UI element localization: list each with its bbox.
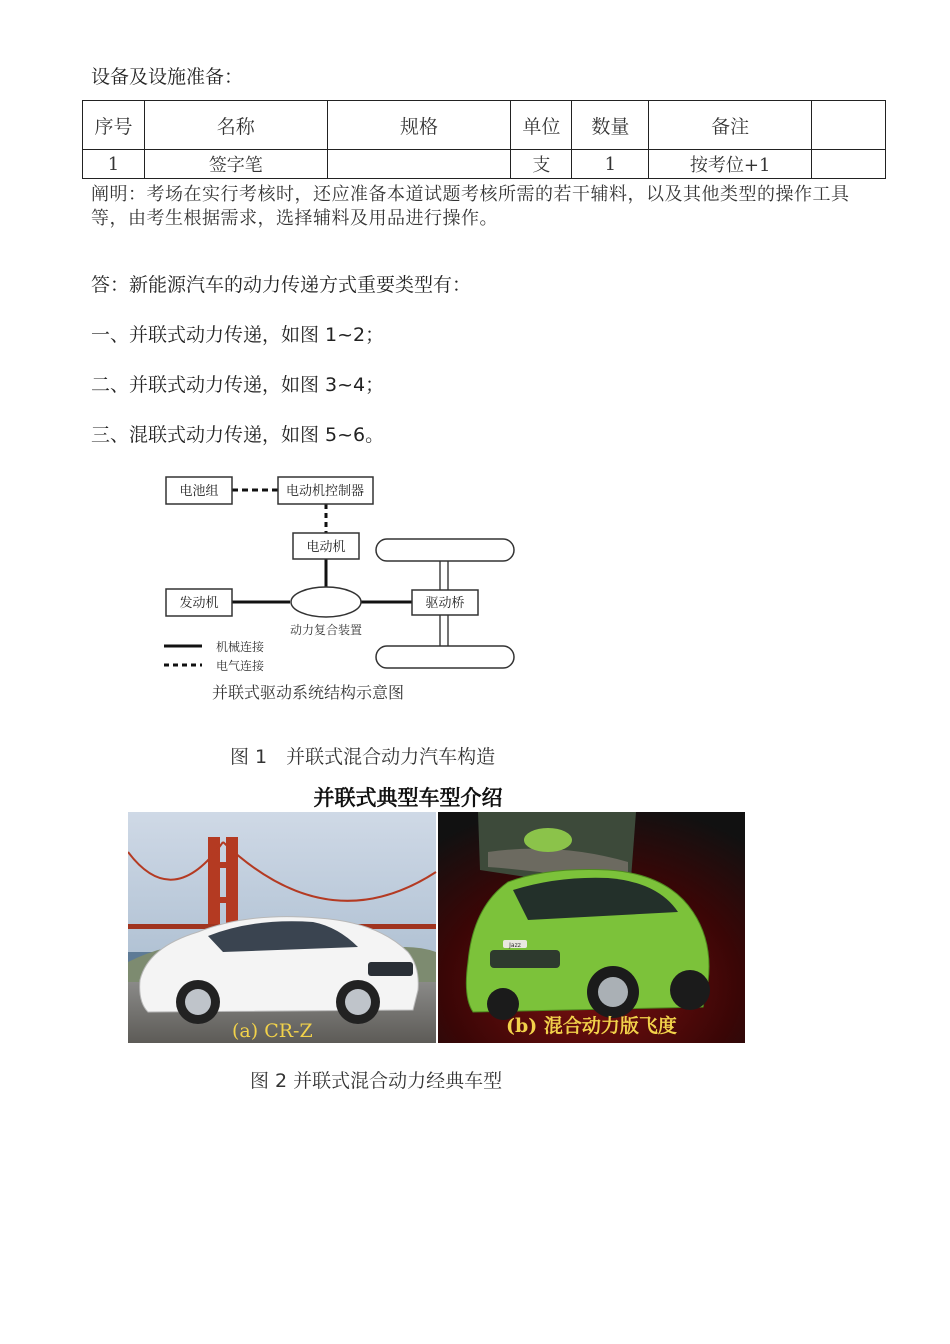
table-cell: 按考位+1 xyxy=(649,150,812,179)
equipment-table xyxy=(82,100,886,179)
engine-label: 发动机 xyxy=(179,596,219,611)
table-cell: 支 xyxy=(511,150,572,179)
coupler-label: 动力复合装置 xyxy=(289,623,363,637)
figure2-caption: 图 2 并联式混合动力经典车型 xyxy=(250,1070,503,1092)
answer-item: 一、并联式动力传递，如图 1~2； xyxy=(91,324,385,346)
diagram-caption: 并联式驱动系统结构示意图 xyxy=(212,683,405,702)
table-header-cell: 数量 xyxy=(572,101,649,150)
jazz-badge-text: Jazz xyxy=(509,942,521,949)
legend-mechanical-label: 机械连接 xyxy=(216,640,265,654)
table-header-cell: 单位 xyxy=(511,101,572,150)
answer-item: 三、混联式动力传递，如图 5~6。 xyxy=(91,424,385,446)
cr-z-photo xyxy=(128,812,436,1043)
table-header-cell: 名称 xyxy=(144,101,327,150)
table-header-cell: 规格 xyxy=(327,101,511,150)
power-coupler-shape xyxy=(291,587,361,617)
motor-label: 电动机 xyxy=(306,540,346,555)
car-photos xyxy=(128,812,745,1043)
battery-label: 电池组 xyxy=(179,484,219,499)
jazz-photo xyxy=(438,812,745,1043)
table-cell: 1 xyxy=(83,150,145,179)
table-cell: 签字笔 xyxy=(144,150,327,179)
table-cell: 1 xyxy=(572,150,649,179)
table-cell xyxy=(327,150,511,179)
parallel-drive-diagram xyxy=(150,470,530,710)
answer-item: 二、并联式动力传递，如图 3~4； xyxy=(91,374,385,396)
table-cell xyxy=(812,150,886,179)
figure1-caption: 图 1 并联式混合动力汽车构造 xyxy=(230,746,496,768)
wheel-shape xyxy=(376,539,514,561)
table-header-cell xyxy=(812,101,886,150)
cr-z-label: (a) CR-Z xyxy=(232,1020,313,1042)
jazz-label: (b) 混合动力版飞度 xyxy=(506,1015,677,1037)
controller-label: 电动机控制器 xyxy=(285,484,365,499)
table-header-row xyxy=(83,101,886,150)
section-heading: 设备及设施准备： xyxy=(91,66,244,88)
legend-electric-label: 电气连接 xyxy=(216,659,265,673)
explanation-note: 阐明：考场在实行考核时，还应准备本道试题考核所需的若干辅料，以及其他类型的操作工具等，由考生根据需求，选择辅料及用品进行操作。 xyxy=(91,184,850,229)
table-header-cell: 备注 xyxy=(649,101,812,150)
table-header-cell: 序号 xyxy=(83,101,145,150)
answer-intro: 答：新能源汽车的动力传递方式重要类型有： xyxy=(91,274,472,296)
table-row xyxy=(83,150,886,179)
axle-label: 驱动桥 xyxy=(425,596,465,611)
wheel-shape xyxy=(376,646,514,668)
photo-title: 并联式典型车型介绍 xyxy=(313,785,503,810)
